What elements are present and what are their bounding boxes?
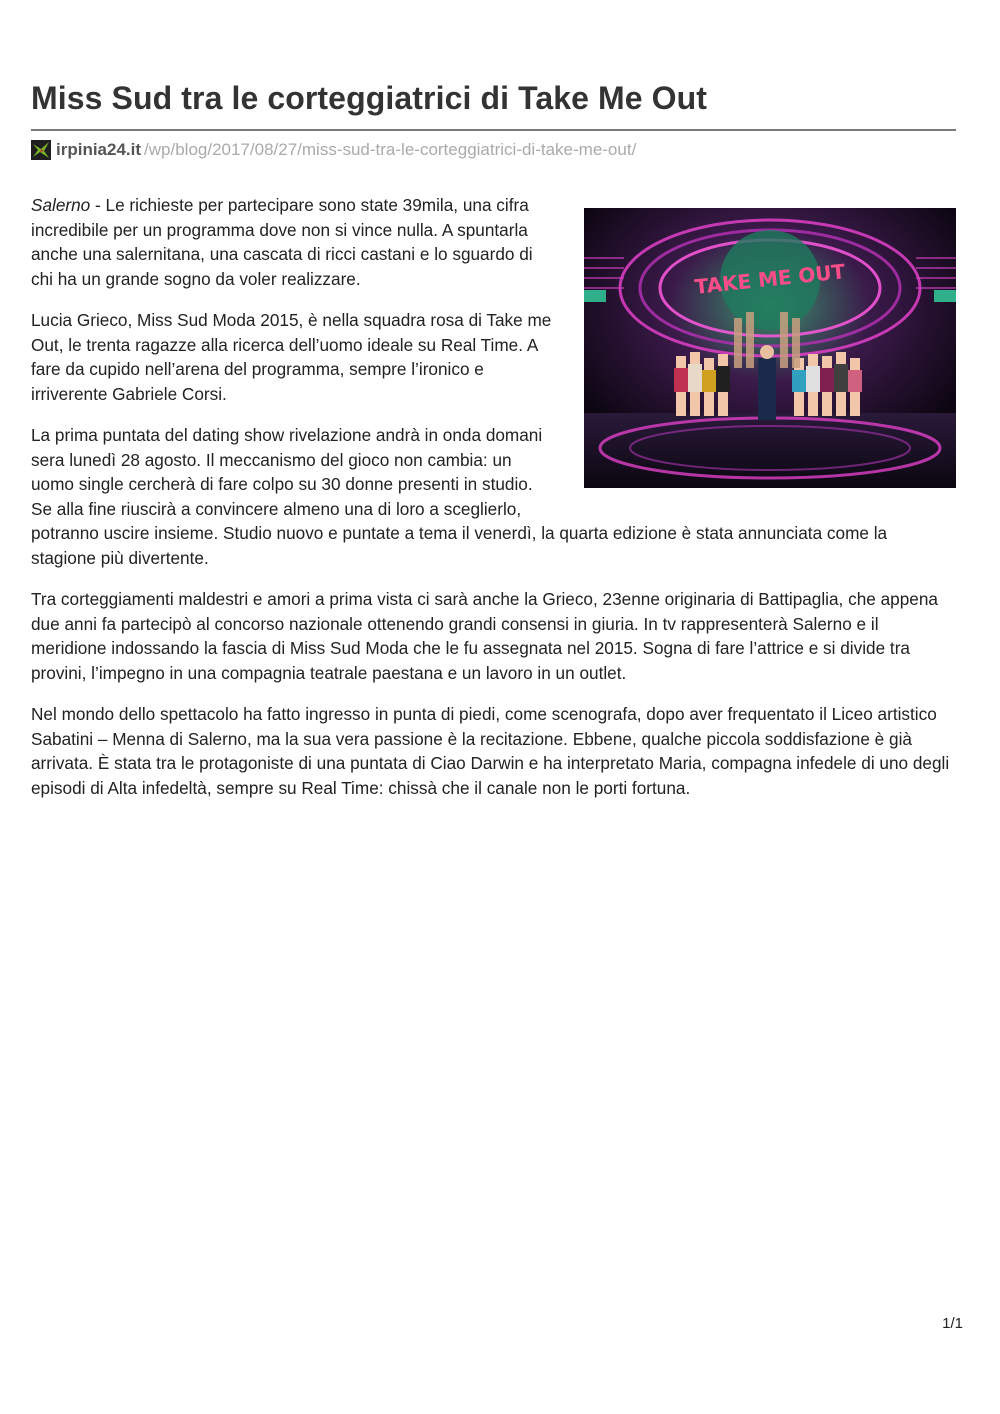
paragraph-4: Tra corteggiamenti maldestri e amori a prima vista ci sarà anche la Grieco, 23enne originaria di Battipaglia, che appena due anni fa partecipò al concorso nazionale ottenendo grandi consensi in giuria. In tv rappresenterà Salerno e il meridione indossando la fascia di Miss Sud Moda che le fu assegnata nel 2015. Sogna di fare l’attrice e si divide tra provini, l’impegno in una compagnia teatrale paestana e un lavoro in un outlet.	[31, 589, 938, 683]
show-stage-photo	[584, 208, 956, 488]
site-favicon-icon	[31, 140, 51, 160]
source-url-path[interactable]: /wp/blog/2017/08/27/miss-sud-tra-le-corteggiatrici-di-take-me-out/	[144, 140, 637, 159]
paragraph-2: Lucia Grieco, Miss Sud Moda 2015, è nella squadra rosa di Take me Out, le trenta ragazze alla ricerca dell’uomo ideale su Real Time. A fare da cupido nell’arena del programma, sempre l’ironico e irriverente Gabriele Corsi.	[31, 310, 552, 404]
article-body	[31, 193, 956, 817]
paragraph-5: Nel mondo dello spettacolo ha fatto ingresso in punta di piedi, come scenografa, dopo aver frequentato il Liceo artistico Sabatini – Menna di Salerno, ma la sua vera passione è la recitazione. Ebbene, qualche piccola soddisfazione è già arrivata. È stata tra le protagoniste di una puntata di Ciao Darwin e ha interpretato Maria, compagna infedele di uno degli episodi di Alta infedeltà, sempre su Real Time: chissà che il canale non le porti fortuna.	[31, 704, 950, 798]
page-number: 1/1	[942, 1315, 963, 1332]
dateline: Salerno	[31, 195, 91, 215]
source-line	[31, 139, 636, 161]
paragraph-3: La prima puntata del dating show rivelazione andrà in onda domani sera lunedì 28 agosto. Il meccanismo del gioco non cambia: un uomo single cercherà di fare colpo su 30 donne presenti in studio. Se alla fine riuscirà a convincere almeno una di loro a sceglierlo, potranno uscire insieme. Studio nuovo e puntate a tema il venerdì, la quarta edizione è stata annunciata come la stagione più divertente.	[31, 425, 888, 568]
page-title: Miss Sud tra le corteggiatrici di Take Me Out	[31, 80, 708, 116]
dateline-separator: -	[90, 195, 106, 215]
photo-sign-text: TAKE ME OUT	[693, 259, 847, 299]
paragraph-1-text: Le richieste per partecipare sono state 39mila, una cifra incredibile per un programma dove non si vince nulla. A spuntarla anche una salernitana, una cascata di ricci castani e lo sguardo di chi ha un grande sogno da voler realizzare.	[31, 195, 533, 289]
source-site[interactable]: irpinia24.it	[56, 140, 142, 159]
title-divider	[31, 129, 956, 131]
